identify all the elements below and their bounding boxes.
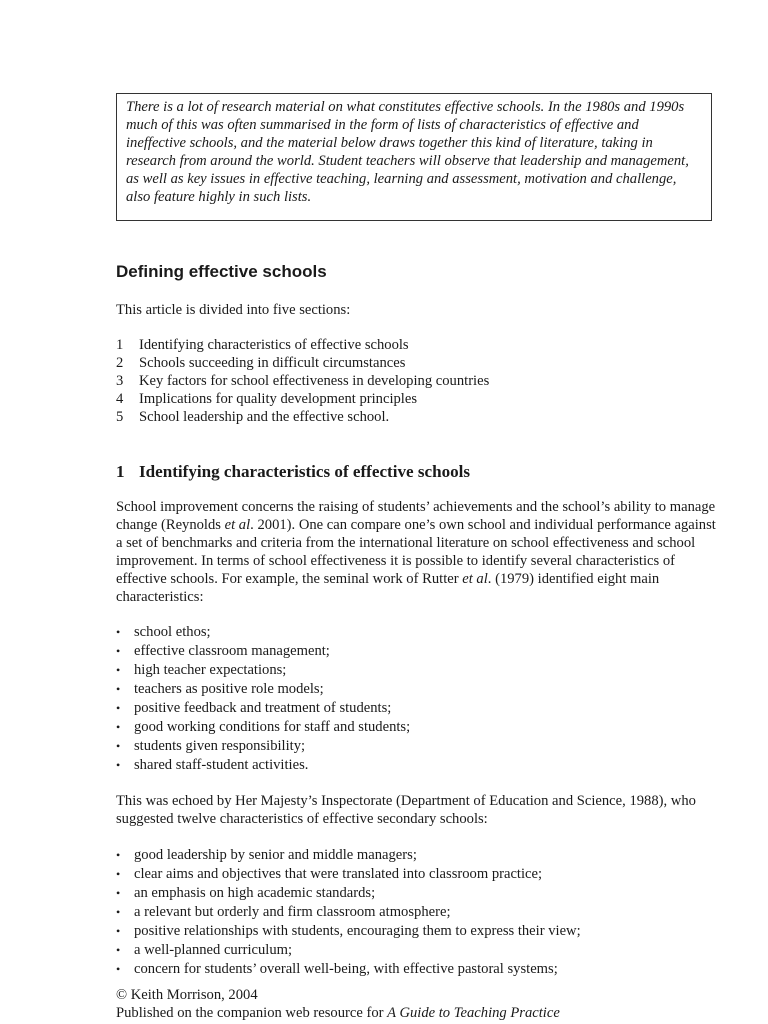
bullet-icon: • bbox=[116, 701, 121, 715]
rutter-list bbox=[116, 623, 410, 775]
list-item: 4 Implications for quality development principles bbox=[116, 391, 418, 407]
list-item: • teachers as positive role models; bbox=[116, 681, 324, 697]
list-item: • an emphasis on high academic standards; bbox=[116, 885, 376, 901]
list-item: • good working conditions for staff and students; bbox=[116, 719, 411, 735]
copyright: © Keith Morrison, 2004 bbox=[116, 987, 258, 1003]
list-item: • effective classroom management; bbox=[116, 643, 330, 659]
bullet-icon: • bbox=[116, 867, 121, 881]
hmi-list bbox=[116, 846, 581, 979]
list-item: • clear aims and objectives that were translated into classroom practice; bbox=[116, 866, 543, 882]
list-item: • a relevant but orderly and firm classroom atmosphere; bbox=[116, 904, 451, 920]
bullet-icon: • bbox=[116, 905, 121, 919]
section-heading: 1 Identifying characteristics of effective schools bbox=[116, 462, 471, 481]
list-item: • high teacher expectations; bbox=[116, 662, 287, 678]
section-paragraph-2: This was echoed by Her Majesty’s Inspectorate (Department of Education and Science, 1988), who suggested twelve characteristics of effective secondary schools: bbox=[116, 793, 696, 827]
bullet-icon: • bbox=[116, 682, 121, 696]
list-item: • positive feedback and treatment of students; bbox=[116, 700, 392, 716]
bullet-icon: • bbox=[116, 663, 121, 677]
intro-text: There is a lot of research material on what constitutes effective schools. In the 1980s and 1990s much of this was often summarised in the form of lists of characteristics of effective and ineffective schools, and the material below draws together this kind of literature, taking in research from around the world. Student teachers will observe that leadership and management, as well as key issues in effective teaching, learning and assessment, motivation and challenge, also feature highly in such lists. bbox=[126, 99, 689, 205]
bullet-icon: • bbox=[116, 886, 121, 900]
section-list bbox=[116, 336, 489, 426]
list-item: • concern for students’ overall well-being, with effective pastoral systems; bbox=[116, 961, 558, 977]
section-paragraph-1: School improvement concerns the raising of students’ achievements and the school’s ability to manage change (Reynolds et al. 2001). One can compare one’s own school and individual performance against a set of benchmarks and criteria from the international literature on school effectiveness and school improvement. In terms of school effectiveness it is possible to identify several characteristics of effective schools. For example, the seminal work of Rutter et al. (1979) identified eight main characteristics: bbox=[116, 499, 716, 605]
bullet-icon: • bbox=[116, 924, 121, 938]
bullet-icon: • bbox=[116, 739, 121, 753]
published-line: Published on the companion web resource for A Guide to Teaching Practice bbox=[116, 1005, 560, 1021]
list-item: 3 Key factors for school effectiveness in developing countries bbox=[116, 373, 490, 389]
page-title: Defining effective schools bbox=[116, 262, 327, 281]
bullet-icon: • bbox=[116, 962, 121, 976]
list-item: • shared staff-student activities. bbox=[116, 757, 309, 773]
list-item: • a well-planned curriculum; bbox=[116, 942, 293, 958]
footer bbox=[116, 986, 560, 1022]
bullet-icon: • bbox=[116, 758, 121, 772]
article-intro: This article is divided into five sections: bbox=[116, 302, 351, 318]
bullet-icon: • bbox=[116, 625, 121, 639]
intro-box bbox=[116, 93, 712, 221]
bullet-icon: • bbox=[116, 720, 121, 734]
bullet-icon: • bbox=[116, 848, 121, 862]
list-item: • school ethos; bbox=[116, 624, 211, 640]
list-item: • students given responsibility; bbox=[116, 738, 306, 754]
list-item: 2 Schools succeeding in difficult circumstances bbox=[116, 355, 406, 371]
list-item: 5 School leadership and the effective school. bbox=[116, 409, 390, 425]
list-item: 1 Identifying characteristics of effective schools bbox=[116, 337, 409, 353]
bullet-icon: • bbox=[116, 943, 121, 957]
bullet-icon: • bbox=[116, 644, 121, 658]
list-item: • good leadership by senior and middle managers; bbox=[116, 847, 417, 863]
list-item: • positive relationships with students, encouraging them to express their view; bbox=[116, 923, 581, 939]
book-title: A Guide to Teaching Practice bbox=[387, 1005, 560, 1021]
